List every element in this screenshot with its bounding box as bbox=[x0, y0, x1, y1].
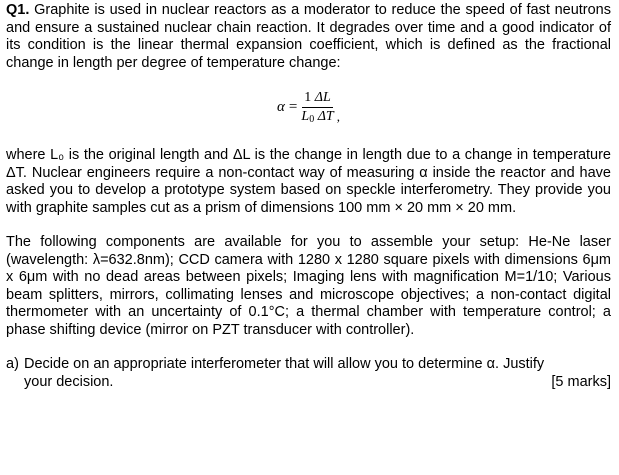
numerator-variable: ΔL bbox=[314, 90, 331, 105]
equation-numerator bbox=[302, 90, 333, 108]
intro-paragraph bbox=[6, 2, 611, 72]
part-a-question-line2: your decision. bbox=[24, 373, 114, 390]
equation-lhs: α bbox=[277, 99, 285, 115]
definition-paragraph: where L₀ is the original length and ΔL is the change in length due to a change in temperature ΔT. Nuclear engineers require a non-contact way of measuring α inside the reactor and have asked you to develop a prototype system based on speckle interferometry. They provide you with graphite samples cut as a prism of dimensions 100 mm × 20 mm × 20 mm. bbox=[6, 147, 611, 216]
part-a-question-line1: Decide on an appropriate interferometer that will allow you to determine α. Justify bbox=[24, 356, 545, 372]
part-a-label: a) bbox=[6, 356, 19, 372]
part-a-marks: [5 marks] bbox=[551, 373, 611, 390]
equation-denominator bbox=[301, 108, 333, 125]
part-a bbox=[6, 356, 611, 391]
numerator-coefficient: 1 bbox=[304, 90, 312, 105]
equation-trailing-comma: , bbox=[336, 109, 340, 124]
equation-fraction bbox=[301, 90, 333, 125]
thermal-expansion-equation bbox=[6, 90, 611, 125]
denominator-variable-2: ΔT bbox=[317, 109, 334, 124]
equation-equals: = bbox=[288, 99, 298, 115]
intro-text: Graphite is used in nuclear reactors as a moderator to reduce the speed of fast neutrons and ensure a sustained nuclear chain reaction. It degrades over time and a good indicator of its condition is the linear thermal expansion coefficient, which is defined as the fractional change in length per degree of temperature change: bbox=[6, 2, 611, 71]
denominator-variable: L bbox=[301, 109, 310, 124]
question-label: Q1. bbox=[6, 2, 30, 18]
components-paragraph: The following components are available for you to assemble your setup: He-Ne laser (wavelength: λ=632.8nm); CCD camera with 1280 x 1280 square pixels with dimensions 6μm x 6μm with no dead areas between pixels; Imaging lens with magnification M=1/10; Various beam splitters, mirrors, collimating lenses and microscope objectives; a non-contact digital thermometer with an uncertainty of 0.1°C; a thermal chamber with temperature control; a phase shifting device (mirror on PZT transducer with controller). bbox=[6, 234, 611, 338]
denominator-subscript: 0 bbox=[309, 114, 315, 125]
